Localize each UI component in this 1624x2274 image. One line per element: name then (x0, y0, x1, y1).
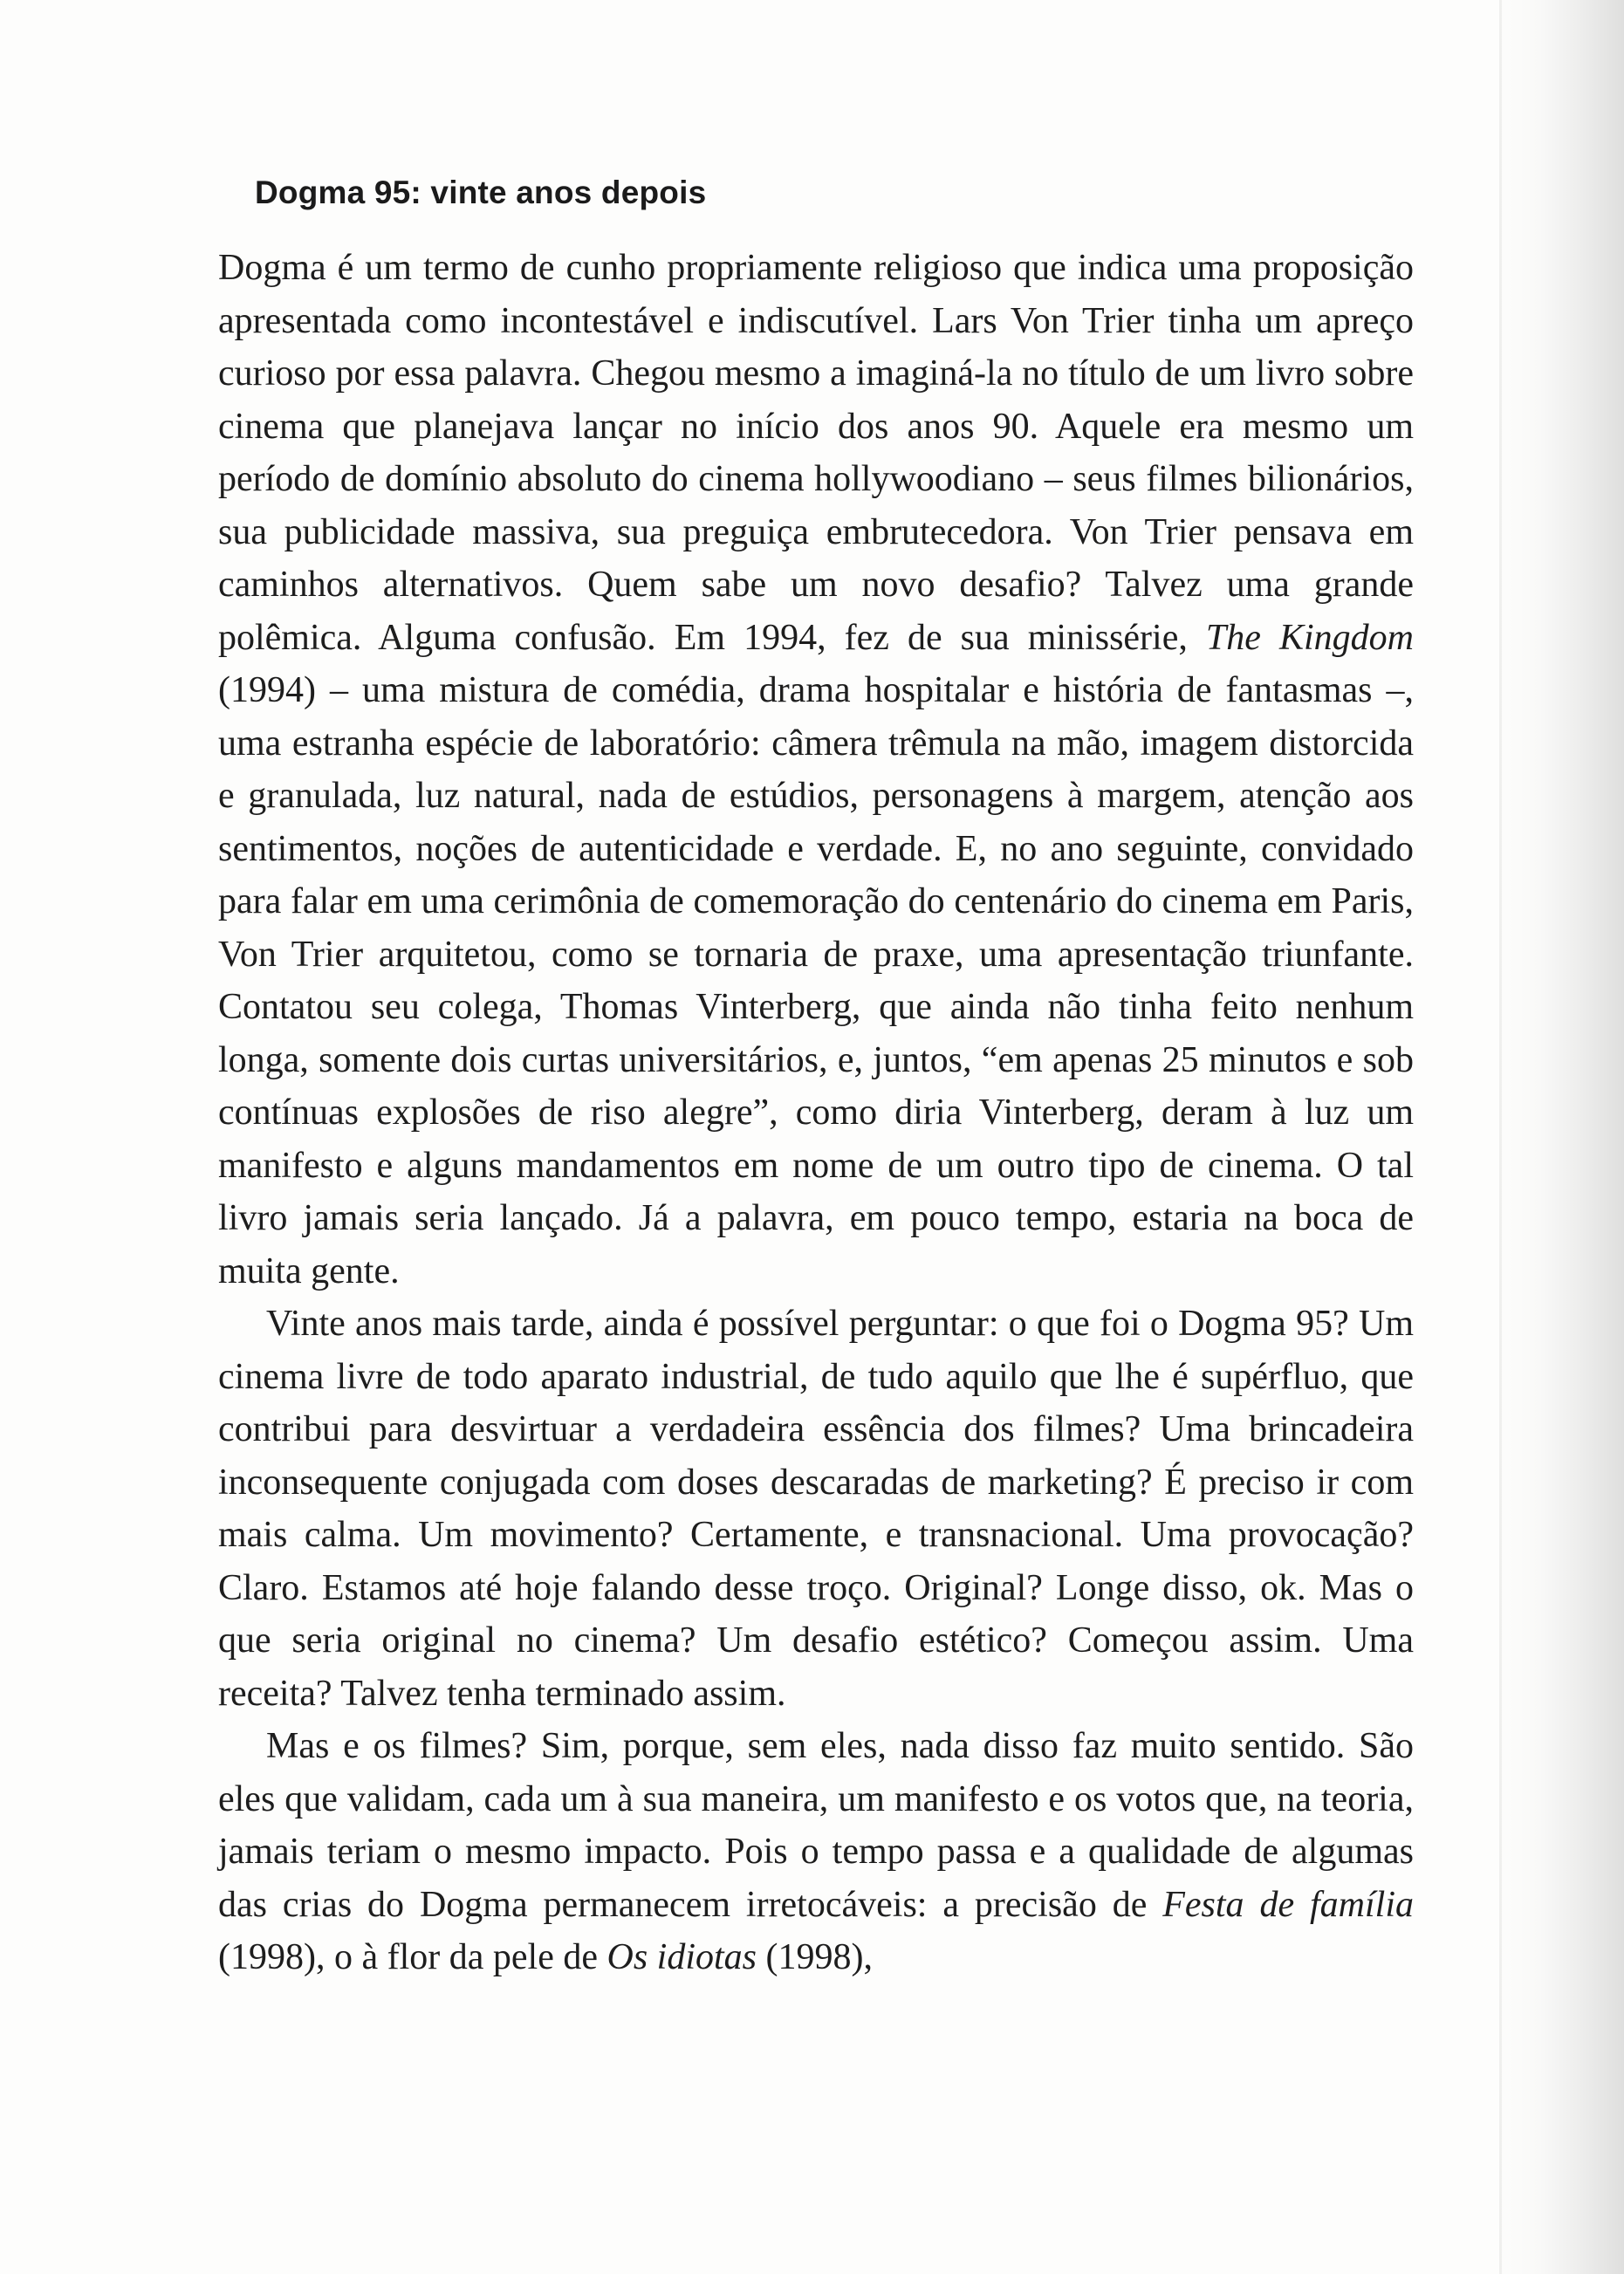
text-run: (1998), (757, 1937, 874, 1977)
page-edge-shadow (1493, 0, 1624, 2274)
section-heading: Dogma 95: vinte anos depois (255, 175, 707, 210)
text-run: Vinte anos mais tarde, ainda é possível perguntar: o que foi o Dogma 95? Um cinema livre de todo aparato industrial, de tudo aquilo que lhe é supérfluo, que contribui para desvirtuar a verdadeira essência dos filmes? Uma brincadeira inconsequente conjugada com doses descaradas de marketing? É preciso ir com mais calma. Um movimento? Certamente, e transnacional. Uma provocação? Claro. Estamos até hoje falando desse troço. Original? Longe disso, ok. Mas o que seria original no cinema? Um desafio estético? Começou assim. Uma receita? Talvez tenha terminado assim. (218, 1304, 1414, 1714)
text-run: (1998), o à flor da pele de (218, 1937, 607, 1977)
italic-title: Festa de família (1162, 1884, 1414, 1925)
text-run: Mas e os filmes? Sim, porque, sem eles, nada disso faz muito sentido. São eles que validam, cada um à sua maneira, um manifesto e os votos que, na teoria, jamais teriam o mesmo impacto. Pois o tempo passa e a qualidade de algumas das crias do Dogma permanecem irretocáveis: a precisão de (218, 1726, 1414, 1925)
text-run: (1994) – uma mistura de comédia, drama hospitalar e história de fantasmas –, uma estranha espécie de laboratório: câmera trêmula na mão, imagem distorcida e granulada, luz natural, nada de estúdios, personagens à margem, atenção aos sentimentos, noções de autenticidade e verdade. E, no ano seguinte, convidado para falar em uma cerimônia de comemoração do centenário do cinema em Paris, Von Trier arquitetou, como se tornaria de praxe, uma apresentação triunfante. Contatou seu colega, Thomas Vinterberg, que ainda não tinha feito nenhum longa, somente dois curtas universitários, e, juntos, “em apenas 25 minutos e sob contínuas explosões de riso alegre”, como diria Vinterberg, deram à luz um manifesto e alguns mandamentos em nome de um outro tipo de cinema. O tal livro jamais seria lançado. Já a palavra, em pouco tempo, estaria na boca de muita gente. (218, 670, 1414, 1291)
italic-title: Os idiotas (606, 1937, 757, 1977)
text-run: Dogma é um termo de cunho propriamente religioso que indica uma proposição apresentada como incontestável e indiscutível. Lars Von Trier tinha um apreço curioso por essa palavra. Chegou mesmo a imaginá-la no título de um livro sobre cinema que planejava lançar no início dos anos 90. Aquele era mesmo um período de domínio absoluto do cinema hollywoodiano – seus filmes bilionários, sua publicidade massiva, sua preguiça embrutecedora. Von Trier pensava em caminhos alternativos. Quem sabe um novo desafio? Talvez uma grande polêmica. Alguma confusão. Em 1994, fez de sua minissérie, (218, 248, 1414, 658)
italic-title: The Kingdom (1205, 617, 1414, 658)
paragraph-2 (218, 1298, 1414, 1720)
paragraph-3 (218, 1720, 1414, 1984)
paragraph-1 (218, 242, 1414, 1298)
body-text (218, 242, 1414, 1984)
